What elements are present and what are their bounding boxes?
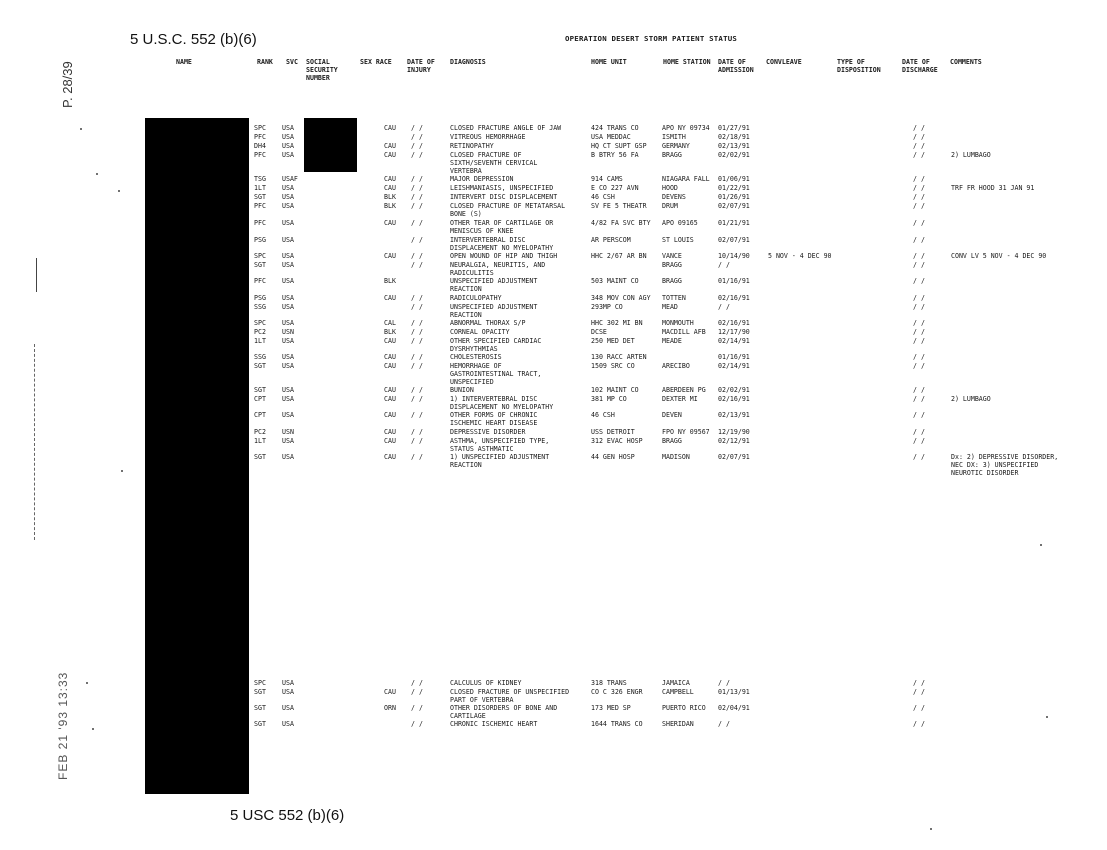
cell-station: NIAGARA FALL	[662, 175, 710, 183]
cell-unit: DCSE	[591, 328, 607, 336]
cell-race: CAU	[384, 353, 396, 361]
cell-diag: ABNORMAL THORAX S/P	[450, 319, 526, 327]
cell-dis: / /	[913, 277, 925, 285]
cell-inj: / /	[411, 453, 423, 461]
cell-race: ORN	[384, 704, 396, 712]
cell-station: JAMAICA	[662, 679, 690, 687]
cell-unit: SV FE 5 THEATR	[591, 202, 647, 210]
header-diagnosis: DIAGNOSIS	[450, 58, 486, 66]
cell-svc: USA	[282, 353, 294, 361]
cell-rank: SSG	[254, 303, 266, 311]
cell-svc: USA	[282, 453, 294, 461]
cell-inj: / /	[411, 395, 423, 403]
cell-inj: / /	[411, 202, 423, 210]
header-ssn: SOCIAL SECURITY NUMBER	[306, 58, 338, 82]
cell-rank: SGT	[254, 453, 266, 461]
cell-dis: / /	[913, 294, 925, 302]
cell-diag: CORNEAL OPACITY	[450, 328, 510, 336]
cell-station: DEVENS	[662, 193, 686, 201]
cell-race: CAU	[384, 252, 396, 260]
cell-station: ST LOUIS	[662, 236, 694, 244]
cell-race: CAU	[384, 219, 396, 227]
cell-svc: USA	[282, 362, 294, 370]
cell-dis: / /	[913, 184, 925, 192]
exemption-label-bottom: 5 USC 552 (b)(6)	[230, 807, 345, 824]
cell-race: CAU	[384, 395, 396, 403]
cell-svc: USA	[282, 236, 294, 244]
cell-inj: / /	[411, 704, 423, 712]
cell-unit: E CO 227 AVN	[591, 184, 639, 192]
cell-unit: 914 CAMS	[591, 175, 623, 183]
cell-svc: USA	[282, 124, 294, 132]
cell-station: ARECIBO	[662, 362, 690, 370]
cell-adm: 02/12/91	[718, 437, 750, 445]
cell-race: CAU	[384, 151, 396, 159]
cell-rank: PSG	[254, 236, 266, 244]
cell-diag: OTHER FORMS OF CHRONIC ISCHEMIC HEART DISEASE	[450, 411, 538, 427]
cell-rank: PC2	[254, 428, 266, 436]
scan-dot	[86, 682, 88, 684]
cell-inj: / /	[411, 362, 423, 370]
cell-comm: 2) LUMBAGO	[951, 395, 991, 403]
cell-rank: SGT	[254, 362, 266, 370]
cell-station: MEAD	[662, 303, 678, 311]
scan-dot	[80, 128, 82, 130]
cell-station: TOTTEN	[662, 294, 686, 302]
cell-race: CAU	[384, 142, 396, 150]
cell-unit: CO C 326 ENGR	[591, 688, 643, 696]
cell-station: VANCE	[662, 252, 682, 260]
cell-station: DRUM	[662, 202, 678, 210]
cell-diag: CLOSED FRACTURE OF UNSPECIFIED PART OF VERTEBRA	[450, 688, 570, 704]
cell-diag: ASTHMA, UNSPECIFIED TYPE, STATUS ASTHMATIC	[450, 437, 550, 453]
cell-race: CAU	[384, 386, 396, 394]
cell-rank: SGT	[254, 688, 266, 696]
cell-inj: / /	[411, 252, 423, 260]
header-discharge: DATE OF DISCHARGE	[902, 58, 938, 74]
cell-dis: / /	[913, 720, 925, 728]
cell-station: MEADE	[662, 337, 682, 345]
cell-dis: / /	[913, 386, 925, 394]
header-sex-race: SEX RACE	[360, 58, 392, 66]
cell-race: CAU	[384, 175, 396, 183]
scan-dot	[1040, 544, 1042, 546]
cell-dis: / /	[913, 428, 925, 436]
cell-station: MONMOUTH	[662, 319, 694, 327]
scan-dot	[92, 728, 94, 730]
cell-inj: / /	[411, 688, 423, 696]
cell-dis: / /	[913, 303, 925, 311]
cell-rank: SSG	[254, 353, 266, 361]
cell-rank: 1LT	[254, 184, 266, 192]
cell-race: CAU	[384, 453, 396, 461]
cell-unit: 312 EVAC HOSP	[591, 437, 643, 445]
cell-rank: CPT	[254, 411, 266, 419]
ssn-redaction-bar	[304, 118, 357, 172]
cell-unit: HHC 2/67 AR BN	[591, 252, 647, 260]
scan-dot	[96, 173, 98, 175]
cell-rank: SPC	[254, 252, 266, 260]
cell-race: BLK	[384, 193, 396, 201]
cell-svc: USA	[282, 193, 294, 201]
cell-rank: PC2	[254, 328, 266, 336]
cell-svc: USN	[282, 328, 294, 336]
cell-dis: / /	[913, 236, 925, 244]
cell-race: BLK	[384, 328, 396, 336]
cell-inj: / /	[411, 294, 423, 302]
cell-adm: / /	[718, 303, 730, 311]
cell-station: CAMPBELL	[662, 688, 694, 696]
cell-dis: / /	[913, 688, 925, 696]
cell-unit: 173 MED SP	[591, 704, 631, 712]
cell-diag: 1) UNSPECIFIED ADJUSTMENT REACTION	[450, 453, 550, 469]
cell-station: APO 09165	[662, 219, 698, 227]
cell-station: BRAGG	[662, 261, 682, 269]
cell-svc: USA	[282, 252, 294, 260]
cell-unit: 1509 SRC CO	[591, 362, 635, 370]
cell-race: CAU	[384, 428, 396, 436]
cell-adm: 02/13/91	[718, 411, 750, 419]
cell-adm: 02/13/91	[718, 142, 750, 150]
cell-dis: / /	[913, 151, 925, 159]
cell-inj: / /	[411, 193, 423, 201]
header-rank: RANK	[257, 58, 273, 66]
margin-dashed-line	[34, 344, 35, 540]
cell-adm: 01/22/91	[718, 184, 750, 192]
cell-diag: INTERVERT DISC DISPLACEMENT	[450, 193, 558, 201]
cell-adm: 01/27/91	[718, 124, 750, 132]
cell-svc: USA	[282, 184, 294, 192]
cell-diag: LEISHMANIASIS, UNSPECIFIED	[450, 184, 554, 192]
header-disposition: TYPE OF DISPOSITION	[837, 58, 881, 74]
cell-dis: / /	[913, 175, 925, 183]
cell-inj: / /	[411, 303, 423, 311]
cell-inj: / /	[411, 679, 423, 687]
cell-rank: 1LT	[254, 437, 266, 445]
cell-unit: 130 RACC ARTEN	[591, 353, 647, 361]
report-title: OPERATION DESERT STORM PATIENT STATUS	[565, 34, 738, 43]
cell-rank: SGT	[254, 261, 266, 269]
cell-dis: / /	[913, 353, 925, 361]
fax-stamp: FEB 21 '93 13:33	[56, 671, 70, 780]
cell-diag: RADICULOPATHY	[450, 294, 502, 302]
cell-unit: 293MP CO	[591, 303, 623, 311]
cell-diag: UNSPECIFIED ADJUSTMENT REACTION	[450, 277, 538, 293]
cell-diag: UNSPECIFIED ADJUSTMENT REACTION	[450, 303, 538, 319]
cell-comm: Dx: 2) DEPRESSIVE DISORDER, NEC DX: 3) UNSPECIFIED NEUROTIC DISORDER	[951, 453, 1059, 477]
cell-adm: 12/17/90	[718, 328, 750, 336]
cell-adm: 02/04/91	[718, 704, 750, 712]
cell-inj: / /	[411, 353, 423, 361]
cell-station: DEXTER MI	[662, 395, 698, 403]
cell-diag: BUNION	[450, 386, 474, 394]
cell-comm: TRF FR HOOD 31 JAN 91	[951, 184, 1035, 192]
cell-race: CAU	[384, 294, 396, 302]
cell-station: MACDILL AFB	[662, 328, 706, 336]
cell-diag: OTHER DISORDERS OF BONE AND CARTILAGE	[450, 704, 558, 720]
cell-unit: USS DETROIT	[591, 428, 635, 436]
cell-adm: 12/19/90	[718, 428, 750, 436]
cell-inj: / /	[411, 151, 423, 159]
cell-svc: USA	[282, 142, 294, 150]
cell-unit: B BTRY 56 FA	[591, 151, 639, 159]
cell-unit: 46 CSH	[591, 193, 615, 201]
cell-adm: / /	[718, 679, 730, 687]
cell-dis: / /	[913, 395, 925, 403]
cell-inj: / /	[411, 261, 423, 269]
cell-diag: OPEN WOUND OF HIP AND THIGH	[450, 252, 558, 260]
scan-dot	[121, 470, 123, 472]
cell-unit: 348 MOV CON AGY	[591, 294, 651, 302]
cell-rank: PSG	[254, 294, 266, 302]
cell-svc: USA	[282, 133, 294, 141]
cell-adm: 02/07/91	[718, 453, 750, 461]
cell-svc: USA	[282, 679, 294, 687]
cell-station: APO NY 09734	[662, 124, 710, 132]
cell-unit: 318 TRANS	[591, 679, 627, 687]
scan-dot	[930, 828, 932, 830]
cell-rank: SGT	[254, 386, 266, 394]
cell-unit: 381 MP CO	[591, 395, 627, 403]
cell-svc: USA	[282, 151, 294, 159]
header-injury: DATE OF INJURY	[407, 58, 435, 74]
cell-svc: USA	[282, 720, 294, 728]
cell-station: MADISON	[662, 453, 690, 461]
cell-inj: / /	[411, 124, 423, 132]
cell-dis: / /	[913, 202, 925, 210]
cell-inj: / /	[411, 337, 423, 345]
cell-svc: USA	[282, 303, 294, 311]
cell-svc: USA	[282, 294, 294, 302]
cell-svc: USA	[282, 411, 294, 419]
cell-station: HOOD	[662, 184, 678, 192]
cell-diag: DEPRESSIVE DISORDER	[450, 428, 526, 436]
cell-unit: 424 TRANS CO	[591, 124, 639, 132]
header-convleave: CONVLEAVE	[766, 58, 802, 66]
cell-diag: OTHER TEAR OF CARTILAGE OR MENISCUS OF KNEE	[450, 219, 554, 235]
cell-unit: HHC 302 MI BN	[591, 319, 643, 327]
cell-adm: 01/06/91	[718, 175, 750, 183]
cell-inj: / /	[411, 184, 423, 192]
cell-inj: / /	[411, 142, 423, 150]
cell-station: BRAGG	[662, 437, 682, 445]
cell-station: FPO NY 09567	[662, 428, 710, 436]
cell-rank: 1LT	[254, 337, 266, 345]
cell-rank: SPC	[254, 679, 266, 687]
cell-adm: 02/07/91	[718, 236, 750, 244]
cell-rank: DH4	[254, 142, 266, 150]
cell-diag: VITREOUS HEMORRHAGE	[450, 133, 526, 141]
header-home-station: HOME STATION	[663, 58, 711, 66]
cell-svc: USA	[282, 277, 294, 285]
scan-dot	[118, 190, 120, 192]
cell-inj: / /	[411, 319, 423, 327]
cell-rank: TSG	[254, 175, 266, 183]
cell-diag: CHOLESTEROSIS	[450, 353, 502, 361]
cell-adm: 01/16/91	[718, 353, 750, 361]
cell-race: CAL	[384, 319, 396, 327]
cell-adm: 01/16/91	[718, 277, 750, 285]
cell-dis: / /	[913, 437, 925, 445]
exemption-label-top: 5 U.S.C. 552 (b)(6)	[130, 31, 257, 48]
cell-dis: / /	[913, 142, 925, 150]
cell-diag: INTERVERTEBRAL DISC DISPLACEMENT NO MYELOPATHY	[450, 236, 554, 252]
cell-diag: NEURALGIA, NEURITIS, AND RADICULITIS	[450, 261, 546, 277]
cell-rank: PFC	[254, 151, 266, 159]
cell-rank: SGT	[254, 193, 266, 201]
cell-diag: CHRONIC ISCHEMIC HEART	[450, 720, 538, 728]
cell-svc: USA	[282, 386, 294, 394]
cell-unit: USA MEDDAC	[591, 133, 631, 141]
scan-dot	[1046, 716, 1048, 718]
cell-adm: 02/02/91	[718, 386, 750, 394]
cell-diag: RETINOPATHY	[450, 142, 494, 150]
cell-adm: 10/14/90	[718, 252, 750, 260]
cell-rank: PFC	[254, 202, 266, 210]
cell-dis: / /	[913, 337, 925, 345]
cell-unit: 1644 TRANS CO	[591, 720, 643, 728]
cell-comm: 2) LUMBAGO	[951, 151, 991, 159]
cell-station: DEVEN	[662, 411, 682, 419]
cell-dis: / /	[913, 261, 925, 269]
header-home-unit: HOME UNIT	[591, 58, 627, 66]
header-svc: SVC	[286, 58, 298, 66]
margin-mark	[36, 258, 37, 292]
cell-race: CAU	[384, 362, 396, 370]
cell-inj: / /	[411, 411, 423, 419]
cell-race: CAU	[384, 184, 396, 192]
cell-dis: / /	[913, 219, 925, 227]
cell-inj: / /	[411, 236, 423, 244]
cell-unit: HQ CT SUPT GSP	[591, 142, 647, 150]
header-comments: COMMENTS	[950, 58, 982, 66]
cell-station: GERMANY	[662, 142, 690, 150]
cell-adm: / /	[718, 720, 730, 728]
cell-adm: 02/07/91	[718, 202, 750, 210]
cell-rank: SGT	[254, 704, 266, 712]
cell-dis: / /	[913, 362, 925, 370]
cell-dis: / /	[913, 679, 925, 687]
cell-diag: CALCULUS OF KIDNEY	[450, 679, 522, 687]
cell-unit: 503 MAINT CO	[591, 277, 639, 285]
page-number: P. 28/39	[60, 61, 75, 108]
cell-svc: USA	[282, 219, 294, 227]
cell-svc: USA	[282, 202, 294, 210]
cell-inj: / /	[411, 175, 423, 183]
cell-inj: / /	[411, 328, 423, 336]
cell-rank: CPT	[254, 395, 266, 403]
cell-dis: / /	[913, 124, 925, 132]
cell-rank: SPC	[254, 124, 266, 132]
cell-rank: PFC	[254, 133, 266, 141]
cell-comm: CONV LV 5 NOV - 4 DEC 90	[951, 252, 1047, 260]
cell-svc: USA	[282, 395, 294, 403]
cell-station: BRAGG	[662, 277, 682, 285]
cell-dis: / /	[913, 252, 925, 260]
cell-diag: OTHER SPECIFIED CARDIAC DYSRHYTHMIAS	[450, 337, 542, 353]
cell-adm: 02/16/91	[718, 395, 750, 403]
cell-svc: USA	[282, 688, 294, 696]
cell-adm: / /	[718, 261, 730, 269]
cell-station: ISMITH	[662, 133, 686, 141]
cell-station: PUERTO RICO	[662, 704, 706, 712]
cell-inj: / /	[411, 133, 423, 141]
cell-inj: / /	[411, 720, 423, 728]
cell-diag: MAJOR DEPRESSION	[450, 175, 514, 183]
cell-svc: USA	[282, 704, 294, 712]
cell-inj: / /	[411, 386, 423, 394]
cell-rank: PFC	[254, 277, 266, 285]
header-name: NAME	[176, 58, 192, 66]
cell-svc: USAF	[282, 175, 298, 183]
cell-race: BLK	[384, 277, 396, 285]
cell-station: ABERDEEN PG	[662, 386, 706, 394]
cell-diag: CLOSED FRACTURE ANGLE OF JAW	[450, 124, 562, 132]
cell-conv: 5 NOV - 4 DEC 90	[768, 252, 832, 260]
cell-dis: / /	[913, 319, 925, 327]
cell-race: CAU	[384, 124, 396, 132]
name-redaction-bar	[145, 118, 249, 794]
cell-race: CAU	[384, 411, 396, 419]
cell-adm: 02/16/91	[718, 294, 750, 302]
cell-unit: 4/82 FA SVC BTY	[591, 219, 651, 227]
header-admission: DATE OF ADMISSION	[718, 58, 754, 74]
cell-svc: USA	[282, 261, 294, 269]
cell-rank: SPC	[254, 319, 266, 327]
cell-unit: 46 CSH	[591, 411, 615, 419]
cell-adm: 02/02/91	[718, 151, 750, 159]
cell-adm: 02/18/91	[718, 133, 750, 141]
cell-adm: 02/14/91	[718, 362, 750, 370]
cell-dis: / /	[913, 328, 925, 336]
cell-rank: SGT	[254, 720, 266, 728]
cell-station: SHERIDAN	[662, 720, 694, 728]
cell-diag: CLOSED FRACTURE OF SIXTH/SEVENTH CERVICAL VERTEBRA	[450, 151, 538, 175]
cell-svc: USA	[282, 337, 294, 345]
cell-svc: USA	[282, 437, 294, 445]
cell-dis: / /	[913, 453, 925, 461]
cell-svc: USA	[282, 319, 294, 327]
cell-unit: AR PERSCOM	[591, 236, 631, 244]
cell-adm: 02/14/91	[718, 337, 750, 345]
cell-dis: / /	[913, 193, 925, 201]
cell-inj: / /	[411, 437, 423, 445]
cell-svc: USN	[282, 428, 294, 436]
cell-diag: CLOSED FRACTURE OF METATARSAL BONE (S)	[450, 202, 566, 218]
cell-station: BRAGG	[662, 151, 682, 159]
cell-unit: 102 MAINT CO	[591, 386, 639, 394]
cell-inj: / /	[411, 428, 423, 436]
cell-adm: 02/16/91	[718, 319, 750, 327]
cell-unit: 44 GEN HOSP	[591, 453, 635, 461]
cell-race: CAU	[384, 437, 396, 445]
cell-rank: PFC	[254, 219, 266, 227]
cell-dis: / /	[913, 704, 925, 712]
cell-diag: 1) INTERVERTEBRAL DISC DISPLACEMENT NO MYELOPATHY	[450, 395, 554, 411]
cell-race: BLK	[384, 202, 396, 210]
cell-adm: 01/13/91	[718, 688, 750, 696]
cell-diag: HEMORRHAGE OF GASTROINTESTINAL TRACT, UNSPECIFIED	[450, 362, 542, 386]
cell-dis: / /	[913, 411, 925, 419]
cell-adm: 01/21/91	[718, 219, 750, 227]
cell-race: CAU	[384, 337, 396, 345]
cell-inj: / /	[411, 219, 423, 227]
cell-unit: 250 MED DET	[591, 337, 635, 345]
cell-adm: 01/26/91	[718, 193, 750, 201]
cell-dis: / /	[913, 133, 925, 141]
cell-race: CAU	[384, 688, 396, 696]
